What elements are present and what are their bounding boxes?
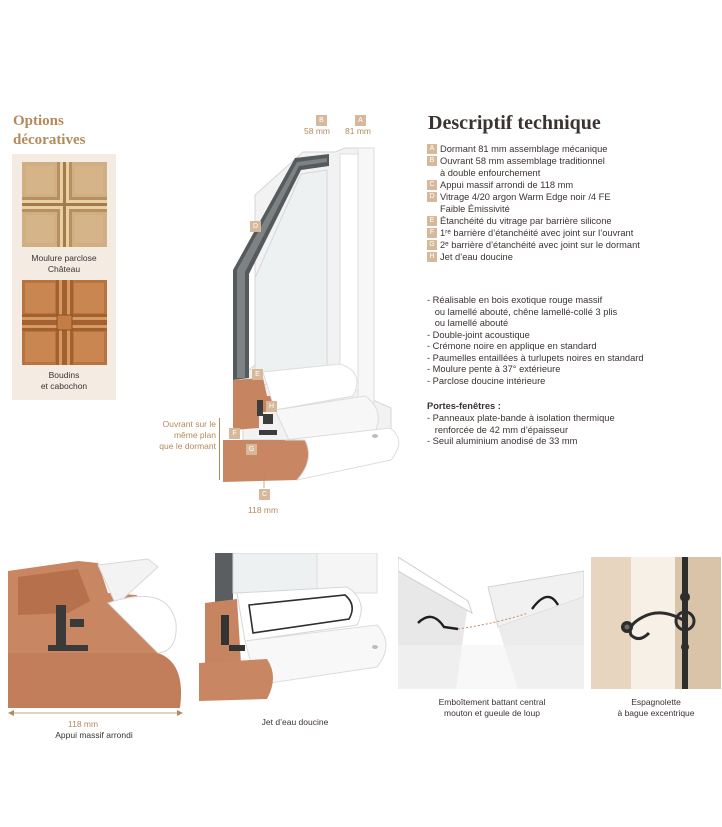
appui-dim-value: 118 mm <box>68 719 99 729</box>
spec-badge-b: B <box>427 156 437 166</box>
dim-c-value: 118 mm <box>248 505 279 515</box>
emboitement-battant-image <box>398 557 584 689</box>
portes-fenetres-list <box>427 413 717 448</box>
portes-item: - Panneaux plate-bande à isolation thermique <box>427 413 615 423</box>
spec-item-d <box>427 191 717 215</box>
spec-badge-g: G <box>427 240 437 250</box>
dim-b-value: 58 mm <box>304 126 330 136</box>
boudins-caption <box>12 370 116 392</box>
spec-badge-c: C <box>427 180 437 190</box>
moulure-caption-line2: Château <box>47 264 81 274</box>
spec-text-b-2: à double enfourchement <box>440 168 541 178</box>
appui-massif-image <box>8 553 183 708</box>
marker-e: E <box>252 369 263 380</box>
marker-d: D <box>250 221 261 232</box>
spec-text-b: Ouvrant 58 mm assemblage traditionnel <box>440 156 605 166</box>
spec-badge-a: A <box>427 144 437 154</box>
spec-text-a: Dormant 81 mm assemblage mécanique <box>440 144 608 154</box>
boudins-cabochon-image <box>22 280 107 365</box>
ouvrant-note <box>136 419 216 452</box>
portes-item: - Seuil aluminium anodisé de 33 mm <box>427 436 578 446</box>
options-panel <box>12 154 116 400</box>
marker-g: G <box>246 444 257 455</box>
spec-item-g <box>427 239 717 251</box>
spec-text-d-2: Faible Émissivité <box>440 204 510 214</box>
spec-text-c: Appui massif arrondi de 118 mm <box>440 180 574 190</box>
marker-c: C <box>259 489 270 500</box>
ouvrant-dimension-line <box>219 418 220 480</box>
spec-item-e <box>427 215 717 227</box>
feature-item: - Paumelles entaillées à turlupets noires en standard <box>427 352 644 363</box>
espagnolette-caption-line2: à bague excentrique <box>617 708 695 718</box>
marker-h: H <box>266 401 277 412</box>
espagnolette-caption <box>592 697 720 719</box>
options-title-line1: Options <box>13 113 64 129</box>
moulure-parclose-image <box>22 162 107 247</box>
features-list <box>427 295 717 387</box>
emboitement-caption-line2: mouton et gueule de loup <box>444 708 540 718</box>
options-title-line2: décoratives <box>13 132 86 148</box>
moulure-caption <box>12 253 116 275</box>
espagnolette-caption-line1: Espagnolette <box>631 697 681 707</box>
feature-item: - Double-joint acoustique <box>427 329 530 340</box>
feature-item: - Parclose doucine intérieure <box>427 375 546 386</box>
boudins-caption-line1: Boudins <box>48 370 80 380</box>
spec-item-a <box>427 143 717 155</box>
appui-dimension-arrow <box>8 708 183 718</box>
spec-item-c <box>427 179 717 191</box>
spec-badge-h: H <box>427 252 437 262</box>
boudins-caption-line2: et cabochon <box>40 381 88 391</box>
feature-item: - Moulure pente à 37° extérieure <box>427 364 561 374</box>
spec-item-f <box>427 227 717 239</box>
emboitement-caption <box>402 697 582 719</box>
spec-badge-d: D <box>427 192 437 202</box>
emboitement-caption-line1: Emboîtement battant central <box>438 697 546 707</box>
feature-item: ou lamellé abouté, chêne lamellé-collé 3 plis <box>427 306 618 317</box>
feature-item: - Crémone noire en applique en standard <box>427 341 597 351</box>
spec-text-e: Étanchéité du vitrage par barrière silicone <box>440 216 612 226</box>
portes-fenetres-title: Portes-fenêtres : <box>427 401 501 411</box>
portes-item: renforcée de 42 mm d’épaisseur <box>427 424 569 435</box>
spec-badge-f: F <box>427 228 437 238</box>
spec-badge-e: E <box>427 216 437 226</box>
spec-text-f: 1ʳᵉ barrière d’étanchéité avec joint sur l’ouvrant <box>440 228 634 238</box>
options-title <box>13 112 123 150</box>
dim-a-value: 81 mm <box>345 126 371 136</box>
ouvrant-note-line1: Ouvrant sur le <box>162 419 216 429</box>
moulure-caption-line1: Moulure parclose <box>31 253 97 263</box>
ouvrant-note-line3: que le dormant <box>159 441 216 451</box>
spec-text-g: 2ᵉ barrière d’étanchéité avec joint sur le dormant <box>440 240 640 250</box>
feature-item: ou lamellé abouté <box>427 318 509 328</box>
ouvrant-note-line2: même plan <box>173 430 216 440</box>
descriptif-title: Descriptif technique <box>428 112 601 134</box>
spec-item-b <box>427 155 717 179</box>
dim-b-badge: B <box>316 115 327 126</box>
jet-caption: Jet d’eau doucine <box>261 717 329 727</box>
spec-text-h: Jet d’eau doucine <box>440 252 513 262</box>
feature-item: - Réalisable en bois exotique rouge massif <box>427 295 603 305</box>
spec-list <box>427 143 717 263</box>
spec-item-h <box>427 251 717 263</box>
appui-caption: Appui massif arrondi <box>55 730 133 740</box>
dim-a-badge: A <box>355 115 366 126</box>
spec-text-d: Vitrage 4/20 argon Warm Edge noir /4 FE <box>440 192 611 202</box>
espagnolette-image <box>591 557 721 689</box>
marker-f: F <box>229 428 240 439</box>
jet-eau-doucine-image <box>197 553 390 710</box>
